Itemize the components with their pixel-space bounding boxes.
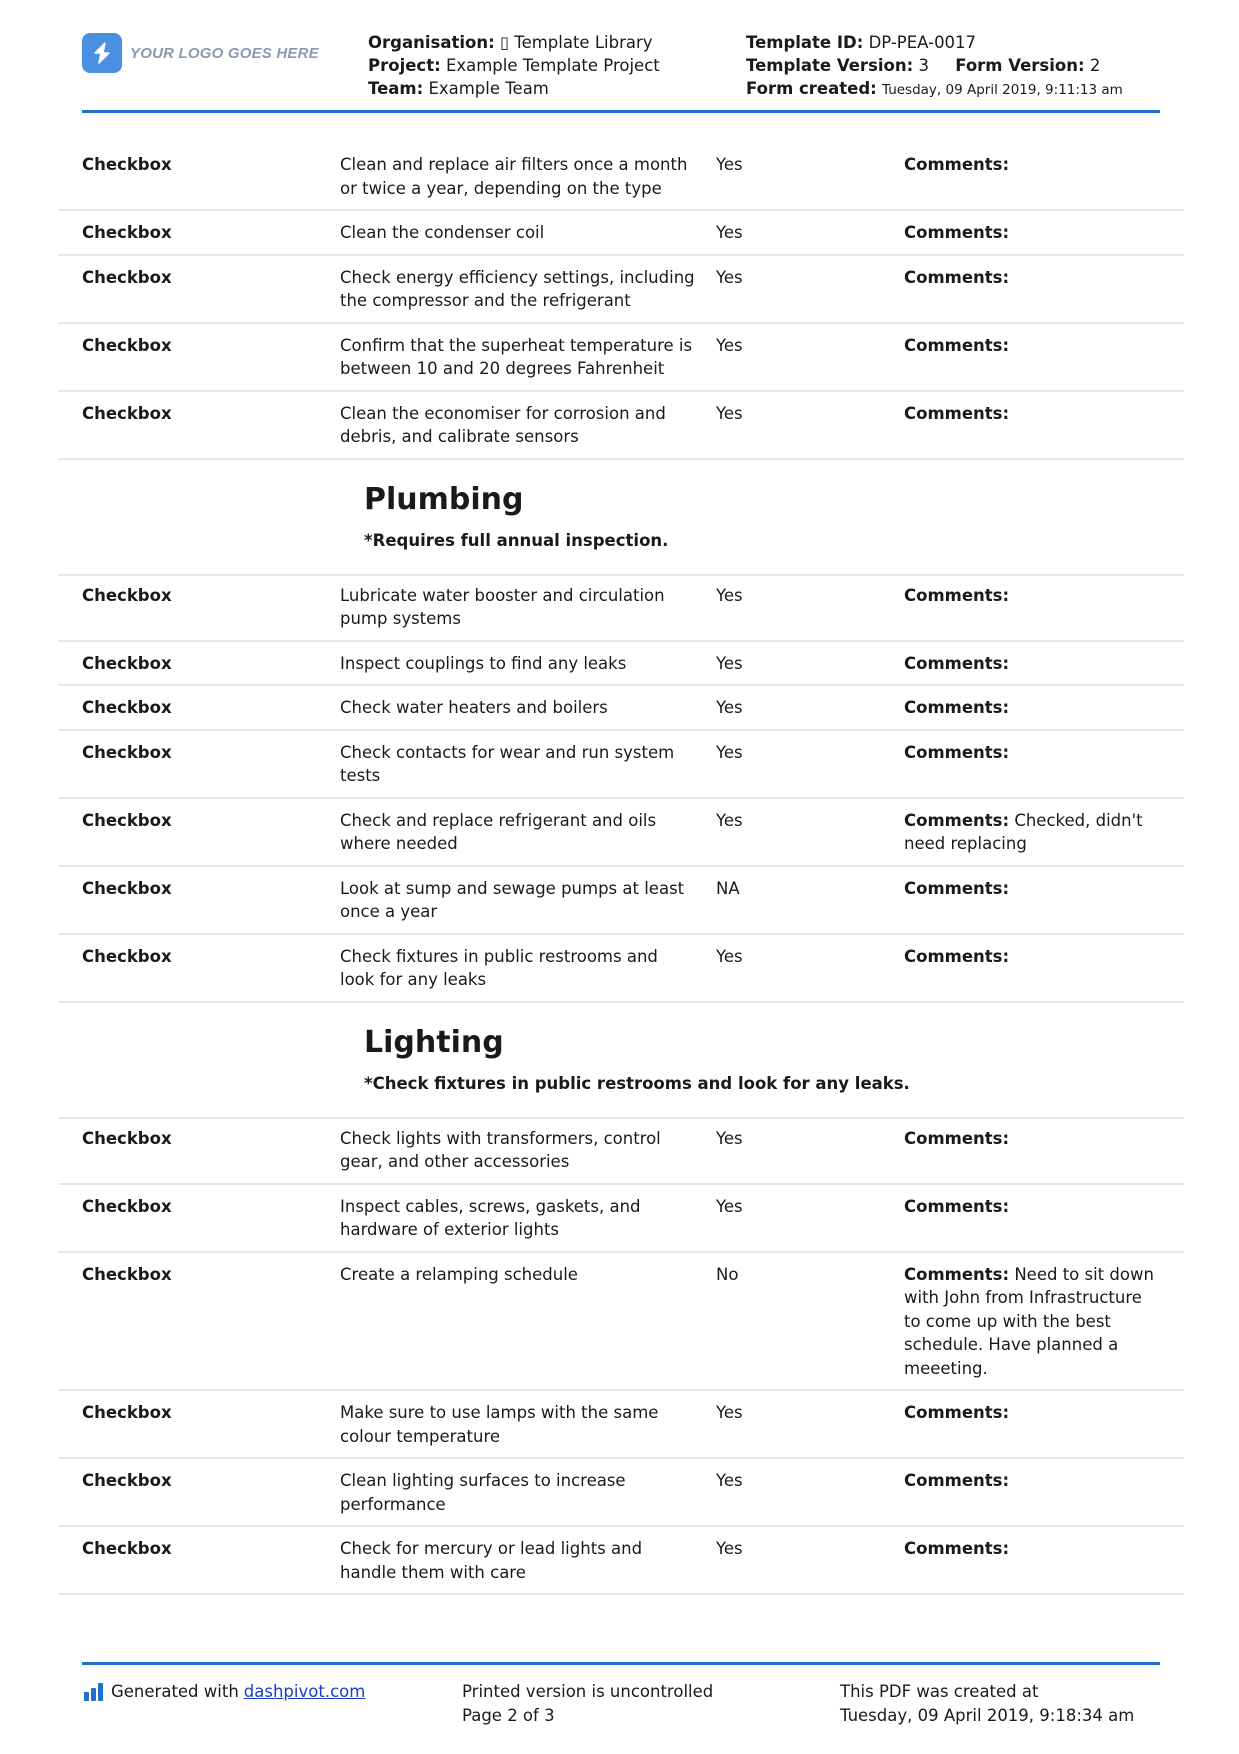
comments-cell: [904, 1537, 1154, 1584]
uncontrolled-text: Printed version is uncontrolled: [462, 1682, 714, 1701]
checklist-item-text: Check fixtures in public restrooms and look for any leaks: [340, 946, 658, 989]
comments-label: Comments:: [904, 878, 1010, 898]
checklist-item-text: Check for mercury or lead lights and handle them with care: [340, 1539, 643, 1582]
comments-label: Comments:: [904, 155, 1010, 174]
answer-value: Yes: [716, 1128, 743, 1148]
answer-value: Yes: [716, 810, 743, 830]
comments-cell: [904, 153, 1154, 200]
template-id-label: Template ID:: [746, 33, 864, 52]
footer-created: [840, 1680, 1134, 1727]
comments-label: Comments:: [904, 653, 1010, 673]
comments-cell: [904, 809, 1154, 856]
form-created-label: Form created:: [746, 79, 877, 98]
organisation-label: Organisation:: [368, 33, 495, 52]
answer-value: Yes: [716, 1539, 743, 1558]
checklist-item-text: Clean the economiser for corrosion and debris, and calibrate sensors: [340, 403, 666, 446]
checklist-row: [58, 1253, 1184, 1392]
comments-label: Comments:: [904, 698, 1010, 717]
template-version-value: 3: [918, 56, 929, 75]
checklist-item-text: Clean and replace air filters once a month or twice a year, depending on the type: [340, 155, 688, 198]
checklist-item-text: Look at sump and sewage pumps at least once a year: [340, 878, 685, 921]
plumbing-checklist: [58, 576, 1184, 1003]
checklist-item-text: Check lights with transformers, control gear, and other accessories: [340, 1128, 661, 1171]
checklist-row: [58, 1527, 1184, 1595]
comments-label: Comments:: [904, 335, 1010, 355]
section-note: *Check fixtures in public restrooms and look for any leaks.: [364, 1073, 910, 1093]
answer-value: Yes: [716, 403, 743, 423]
form-version-label: Form Version:: [955, 56, 1085, 75]
answer-value: Yes: [716, 742, 743, 762]
checklist-item-text: Clean lighting surfaces to increase performance: [340, 1471, 626, 1514]
checklist-item-text: Make sure to use lamps with the same colour temperature: [340, 1403, 659, 1446]
checklist-row: [58, 256, 1184, 324]
checkbox-label: Checkbox: [82, 742, 172, 762]
comments-label: Comments:: [904, 585, 1010, 605]
form-content: [58, 145, 1184, 1595]
comments-label: Comments:: [904, 1264, 1010, 1284]
checkbox-label: Checkbox: [82, 653, 172, 673]
checklist-item-text: Inspect couplings to find any leaks: [340, 653, 627, 673]
comments-label: Comments:: [904, 946, 1010, 966]
comments-cell: [904, 1127, 1154, 1174]
checklist-row: [58, 935, 1184, 1003]
section-title: Plumbing: [364, 481, 524, 517]
comments-label: Comments:: [904, 1539, 1010, 1558]
project-value: Example Template Project: [445, 56, 660, 75]
checklist-item-text: Create a relamping schedule: [340, 1264, 578, 1284]
answer-value: Yes: [716, 267, 743, 287]
answer-value: Yes: [716, 155, 743, 174]
logo: [82, 33, 319, 73]
comments-label: Comments:: [904, 267, 1010, 287]
comments-label: Comments:: [904, 403, 1010, 423]
checkbox-label: Checkbox: [82, 585, 172, 605]
comment-value: Checked, didn't need replacing: [904, 810, 1143, 853]
checklist-item-text: Check water heaters and boilers: [340, 698, 608, 717]
comments-cell: [904, 652, 1154, 676]
checkbox-label: Checkbox: [82, 698, 172, 717]
checkbox-label: Checkbox: [82, 946, 172, 966]
checklist-row: [58, 686, 1184, 731]
checklist-row: [58, 642, 1184, 687]
comments-cell: [904, 1401, 1154, 1448]
organisation-value: Template Library: [514, 33, 653, 52]
org-icon: ▯: [499, 33, 510, 52]
comments-cell: [904, 945, 1154, 992]
section-plumbing: [58, 460, 1184, 576]
footer-page-info: [462, 1680, 713, 1727]
logo-text: YOUR LOGO GOES HERE: [130, 44, 319, 62]
checklist-item-text: Check contacts for wear and run system tests: [340, 742, 675, 785]
lighting-checklist: [58, 1119, 1184, 1596]
answer-value: Yes: [716, 223, 743, 242]
team-value: Example Team: [428, 79, 549, 98]
comments-label: Comments:: [904, 223, 1010, 242]
comments-cell: [904, 1263, 1154, 1381]
dashpivot-icon: [84, 1683, 103, 1701]
footer-generated: [84, 1680, 365, 1704]
comments-cell: [904, 696, 1154, 720]
checklist-row: [58, 1119, 1184, 1185]
template-version-label: Template Version:: [746, 56, 914, 75]
checklist-row: [58, 392, 1184, 460]
answer-value: Yes: [716, 585, 743, 605]
section-note: *Requires full annual inspection.: [364, 530, 669, 550]
checklist-row: [58, 324, 1184, 392]
created-line-2: Tuesday, 09 April 2019, 9:18:34 am: [840, 1705, 1135, 1725]
checkbox-label: Checkbox: [82, 335, 172, 355]
team-label: Team:: [368, 79, 424, 98]
form-version-value: 2: [1089, 56, 1101, 75]
comments-label: Comments:: [904, 1128, 1010, 1148]
checkbox-label: Checkbox: [82, 403, 172, 423]
checkbox-label: Checkbox: [82, 1539, 172, 1558]
checkbox-label: Checkbox: [82, 1403, 172, 1422]
answer-value: Yes: [716, 1403, 743, 1422]
checklist-row: [58, 1459, 1184, 1527]
checkbox-label: Checkbox: [82, 810, 172, 830]
checklist-row: [58, 731, 1184, 799]
comments-cell: [904, 402, 1154, 449]
checklist-row: [58, 1185, 1184, 1253]
comments-cell: [904, 221, 1154, 245]
checkbox-label: Checkbox: [82, 878, 172, 898]
comments-cell: [904, 584, 1154, 631]
comments-label: Comments:: [904, 742, 1010, 762]
answer-value: No: [716, 1264, 739, 1284]
checkbox-label: Checkbox: [82, 223, 172, 242]
project-label: Project:: [368, 56, 441, 75]
dashpivot-link[interactable]: dashpivot.com: [243, 1682, 366, 1701]
answer-value: NA: [716, 878, 740, 898]
checkbox-label: Checkbox: [82, 155, 172, 174]
comments-label: Comments:: [904, 1471, 1010, 1490]
comments-label: Comments:: [904, 1403, 1010, 1422]
comments-cell: [904, 266, 1154, 313]
section-lighting: [58, 1003, 1184, 1119]
checklist-item-text: Confirm that the superheat temperature is between 10 and 20 degrees Fahrenheit: [340, 335, 693, 378]
answer-value: Yes: [716, 1196, 743, 1216]
checklist-item-text: Check energy efficiency settings, including the compressor and the refrigerant: [340, 267, 695, 310]
checklist-item-text: Inspect cables, screws, gaskets, and hardware of exterior lights: [340, 1196, 641, 1239]
template-id-value: DP-PEA-0017: [868, 33, 977, 52]
logo-icon: [82, 33, 122, 73]
checkbox-label: Checkbox: [82, 1264, 172, 1284]
comments-cell: [904, 877, 1154, 924]
checklist-item-text: Lubricate water booster and circulation pump systems: [340, 585, 665, 628]
checkbox-label: Checkbox: [82, 267, 172, 287]
created-line-1: This PDF was created at: [840, 1682, 1039, 1701]
comments-cell: [904, 1195, 1154, 1242]
comments-cell: [904, 741, 1154, 788]
page-number: Page 2 of 3: [462, 1705, 555, 1725]
checklist-row: [58, 576, 1184, 642]
comments-cell: [904, 1469, 1154, 1516]
checkbox-label: Checkbox: [82, 1196, 172, 1216]
comment-value: Need to sit down with John from Infrastructure to come up with the best schedule. Have planned a meeeting.: [904, 1264, 1154, 1378]
header-meta-org: [368, 31, 660, 100]
comments-label: Comments:: [904, 810, 1010, 830]
checklist-row: [58, 867, 1184, 935]
answer-value: Yes: [716, 698, 743, 717]
checklist-row: [58, 799, 1184, 867]
checklist-row: [58, 145, 1184, 211]
hvac-checklist: [58, 145, 1184, 460]
section-title: Lighting: [364, 1024, 504, 1060]
form-created-value: Tuesday, 09 April 2019, 9:11:13 am: [882, 82, 1123, 98]
page-footer: [82, 1662, 1160, 1725]
checkbox-label: Checkbox: [82, 1128, 172, 1148]
checklist-row: [58, 211, 1184, 256]
answer-value: Yes: [716, 946, 743, 966]
checklist-row: [58, 1391, 1184, 1459]
checklist-item-text: Check and replace refrigerant and oils where needed: [340, 810, 657, 853]
generated-text: Generated with: [111, 1682, 239, 1701]
answer-value: Yes: [716, 1471, 743, 1490]
answer-value: Yes: [716, 335, 743, 355]
header-meta-template: [746, 31, 1123, 102]
checklist-item-text: Clean the condenser coil: [340, 223, 545, 242]
page-header: [82, 0, 1160, 113]
checkbox-label: Checkbox: [82, 1471, 172, 1490]
answer-value: Yes: [716, 653, 743, 673]
comments-cell: [904, 334, 1154, 381]
comments-label: Comments:: [904, 1196, 1010, 1216]
